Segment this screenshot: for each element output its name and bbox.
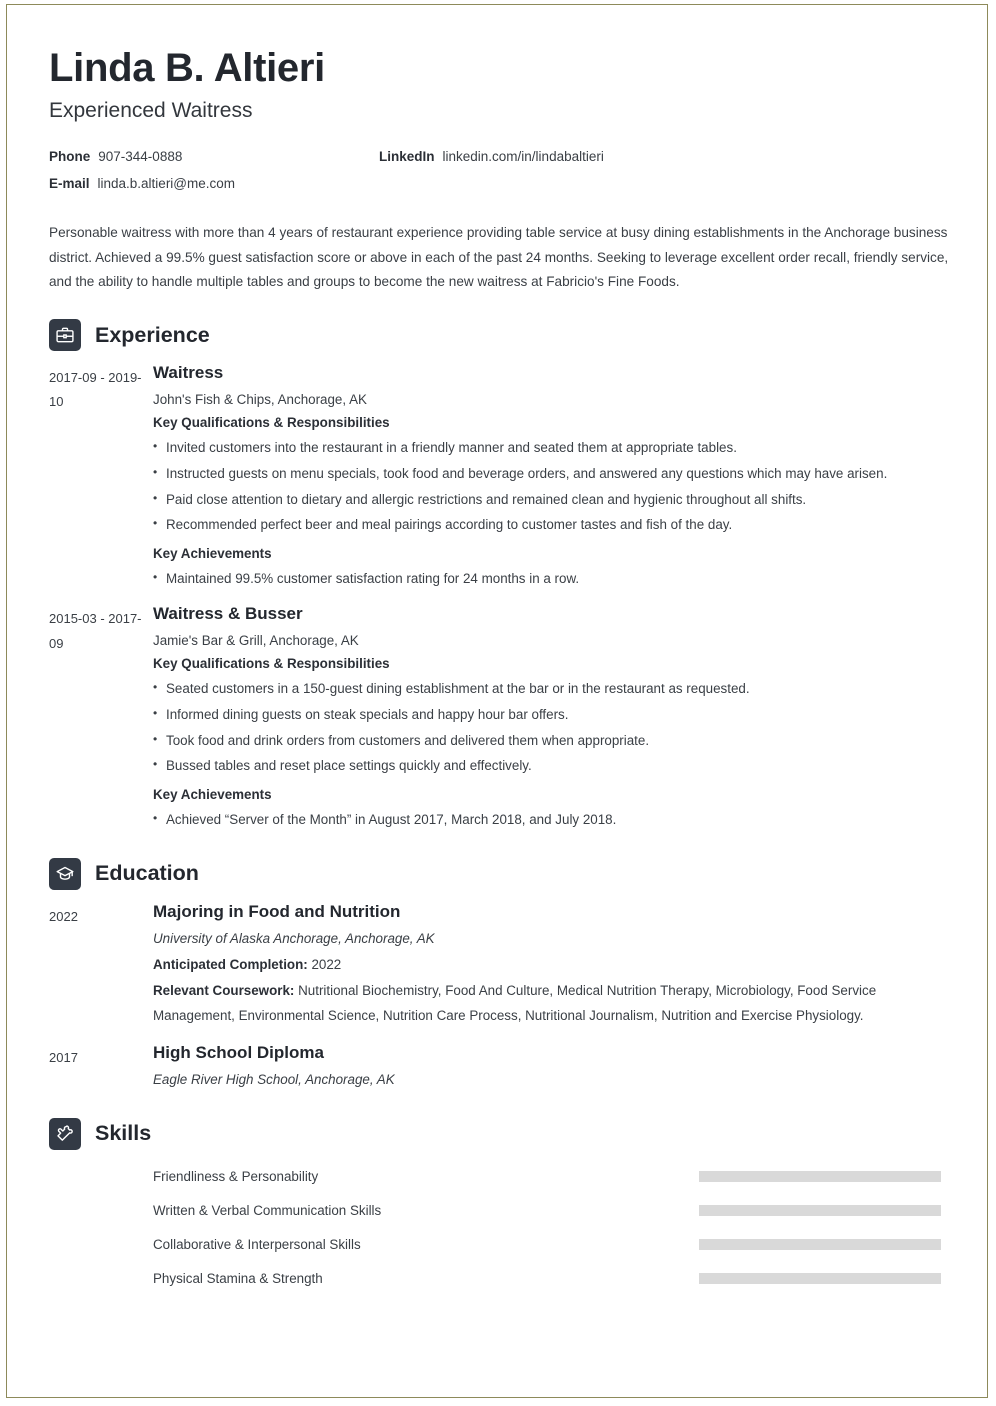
section-title-education: Education [95,861,199,886]
achievements-list [153,567,943,592]
linkedin-label: LinkedIn [379,149,435,164]
list-item: • Took food and drink orders from customers and delivered them when appropriate. [153,729,943,754]
entry-dates: 2017-09 - 2019-10 [49,370,142,410]
skill-row [49,1194,943,1228]
skill-name: Written & Verbal Communication Skills [153,1203,382,1219]
section-header-education [49,858,943,890]
skill-row [49,1228,943,1262]
qualifications-heading: Key Qualifications & Responsibilities [153,656,390,672]
list-item: • Achieved “Server of the Month” in August 2017, March 2018, and July 2018. [153,808,943,833]
contact-block [49,149,769,191]
entry-dates: 2017 [49,1049,78,1065]
list-item: • Recommended perfect beer and meal pairings according to customer tastes and fish of the day. [153,513,943,538]
skill-name: Friendliness & Personability [153,1169,319,1185]
phone-label: Phone [49,149,91,164]
puzzle-piece-icon [49,1118,81,1150]
list-item: • Instructed guests on menu specials, took food and beverage orders, and answered any questions which may have arisen. [153,462,943,487]
entry-dates: 2015-03 - 2017-09 [49,611,142,651]
experience-entry [49,363,943,592]
entry-organization: Eagle River High School, Anchorage, AK [153,1071,395,1087]
email-value[interactable]: linda.b.altieri@me.com [97,176,236,191]
education-entry [49,902,943,1031]
qualifications-heading: Key Qualifications & Responsibilities [153,415,390,431]
section-title-skills: Skills [95,1121,152,1146]
anticipated-completion-value: 2022 [311,956,342,972]
list-item: • Seated customers in a 150-guest dining establishment at the bar or in the restaurant as requested. [153,677,943,702]
achievements-heading: Key Achievements [153,787,272,803]
contact-row-1 [49,149,769,164]
contact-row-2 [49,176,769,191]
entry-title: Majoring in Food and Nutrition [153,901,401,921]
skill-name: Collaborative & Interpersonal Skills [153,1237,361,1253]
list-item: • Maintained 99.5% customer satisfaction rating for 24 months in a row. [153,567,943,592]
entry-organization: University of Alaska Anchorage, Anchorage, AK [153,930,435,946]
professional-summary: Personable waitress with more than 4 years of restaurant experience providing table service at busy dining establishments in the Anchorage business district. Achieved a 99.5% guest satisfaction score or above in each of the past 24 months. Seeking to leverage excellent order recall, friendly service, and the ability to handle multiple tables and groups to become the new waitress at Fabricio's Fine Foods. [49,225,949,290]
education-entry [49,1043,943,1094]
section-header-skills [49,1118,943,1150]
entry-title: Waitress & Busser [153,604,303,624]
job-title-subtitle: Experienced Waitress [49,99,253,122]
experience-entries [49,363,943,834]
skill-level-bar [699,1239,941,1250]
skills-list [49,1160,943,1296]
page-frame [6,4,988,1398]
contact-phone [49,149,379,164]
anticipated-completion [153,953,943,978]
list-item: • Paid close attention to dietary and allergic restrictions and remained clean and hygienic throughout all shifts. [153,488,943,513]
graduation-cap-icon [49,858,81,890]
qualifications-list [153,436,943,538]
entry-title: Waitress [153,363,224,383]
education-entries [49,902,943,1094]
achievements-heading: Key Achievements [153,545,272,561]
relevant-coursework [153,979,943,1028]
section-title-experience: Experience [95,322,210,347]
achievements-list [153,808,943,833]
skill-name: Physical Stamina & Strength [153,1271,323,1287]
entry-dates: 2022 [49,908,78,924]
list-item: • Invited customers into the restaurant in a friendly manner and seated them at appropriate tables. [153,436,943,461]
relevant-coursework-label: Relevant Coursework: [153,983,295,999]
resume-sheet [15,11,979,1391]
skill-level-bar [699,1171,941,1182]
entry-title: High School Diploma [153,1042,324,1062]
skill-level-bar [699,1273,941,1284]
experience-entry [49,604,943,833]
anticipated-completion-label: Anticipated Completion: [153,956,308,972]
skill-row [49,1160,943,1194]
contact-email[interactable] [49,176,379,191]
relevant-coursework-value: Nutritional Biochemistry, Food And Culture, Medical Nutrition Therapy, Microbiology, Food Service Management, Environmental Science, Nutrition Care Process, Nutritional Journalism, Nutrition and Exercise Physiology. [153,983,877,1024]
list-item: • Informed dining guests on steak specials and happy hour bar offers. [153,703,943,728]
skill-level-bar [699,1205,941,1216]
page-title: Linda B. Altieri [49,46,325,90]
skill-row [49,1262,943,1296]
linkedin-value[interactable]: linkedin.com/in/lindabaltieri [442,149,604,164]
list-item: • Bussed tables and reset place settings quickly and effectively. [153,754,943,779]
phone-value: 907-344-0888 [98,149,183,164]
entry-organization: Jamie's Bar & Grill, Anchorage, AK [153,633,359,649]
section-header-experience [49,319,943,351]
entry-organization: John's Fish & Chips, Anchorage, AK [153,392,367,408]
qualifications-list [153,677,943,779]
contact-linkedin[interactable] [379,149,604,164]
briefcase-icon [49,319,81,351]
email-label: E-mail [49,176,90,191]
